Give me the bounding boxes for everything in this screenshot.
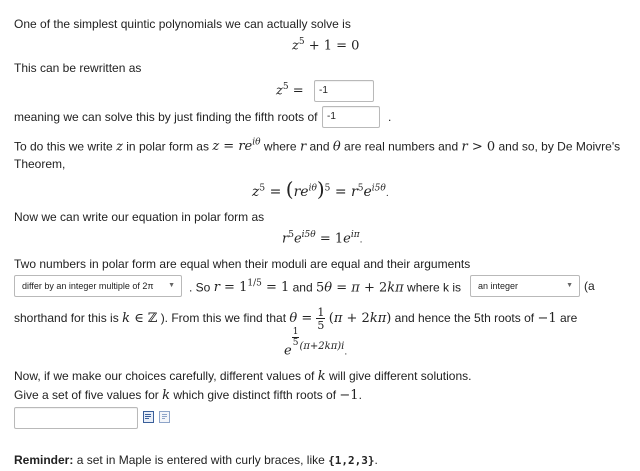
preview-icon[interactable] xyxy=(143,411,154,423)
period: . xyxy=(388,110,392,124)
polar-line: To do this we write z in polar form as $z = re^{i\theta}$ where r and θ are real numbers and r > 0 and so, by De Moivre's xyxy=(14,138,621,155)
equal-text: Two numbers in polar form are equal when their moduli are equal and their arguments xyxy=(14,257,471,271)
meaning-text: meaning we can solve this by just finding the fifth roots of xyxy=(14,110,318,124)
roots-of-input[interactable]: -1 xyxy=(322,106,380,128)
z5-answer-input[interactable]: -1 xyxy=(314,80,374,102)
arguments-dropdown[interactable]: differ by an integer multiple of 2π ▼ xyxy=(14,275,182,297)
intro-text: One of the simplest quintic polynomials we can actually solve is xyxy=(14,17,351,31)
help-icon[interactable] xyxy=(159,411,170,423)
choices-text: Now, if we make our choices carefully, different values of k will give different solutions. xyxy=(14,369,472,384)
equation-z5-plus-1: $z^5 + 1 = 0$ xyxy=(292,37,360,54)
give-set-text: Give a set of five values for k which give distinct fifth roots of −1. xyxy=(14,388,362,403)
rewritten-text: This can be rewritten as xyxy=(14,61,142,75)
chevron-down-icon: ▼ xyxy=(168,282,175,289)
polar-equation: $r^5e^{i5\theta} = 1e^{i\pi}$. xyxy=(282,230,363,247)
shorthand-line: shorthand for this is k ∈ ℤ ). From this we find that θ = $\frac{1}{5}$ (π + 2kπ) and hence the 5th roots of −1 are xyxy=(14,306,578,332)
roots-formula: e $^{\frac{1}{5} (\pi+2k\pi)i}$. xyxy=(284,327,348,359)
answer-input[interactable] xyxy=(14,407,138,429)
k-type-dropdown[interactable]: an integer ▼ xyxy=(470,275,580,297)
theorem-text: Theorem, xyxy=(14,157,66,171)
chevron-down-icon: ▼ xyxy=(566,282,573,289)
paren-a-text: (a xyxy=(584,279,595,293)
so-line: . So $r = 1^{1/5} = 1$ and 5θ = π + 2kπ where k is xyxy=(189,279,462,296)
reminder: Reminder: a set in Maple is entered with curly braces, like {1,2,3}. xyxy=(14,453,378,467)
equation-z5-equals: $z^5$ = xyxy=(276,82,304,99)
now-polar-text: Now we can write our equation in polar form as xyxy=(14,210,265,224)
de-moivre-equation: $z^5 = (re^{i\theta})^5 = r^5e^{i5\theta}$. xyxy=(252,177,389,201)
